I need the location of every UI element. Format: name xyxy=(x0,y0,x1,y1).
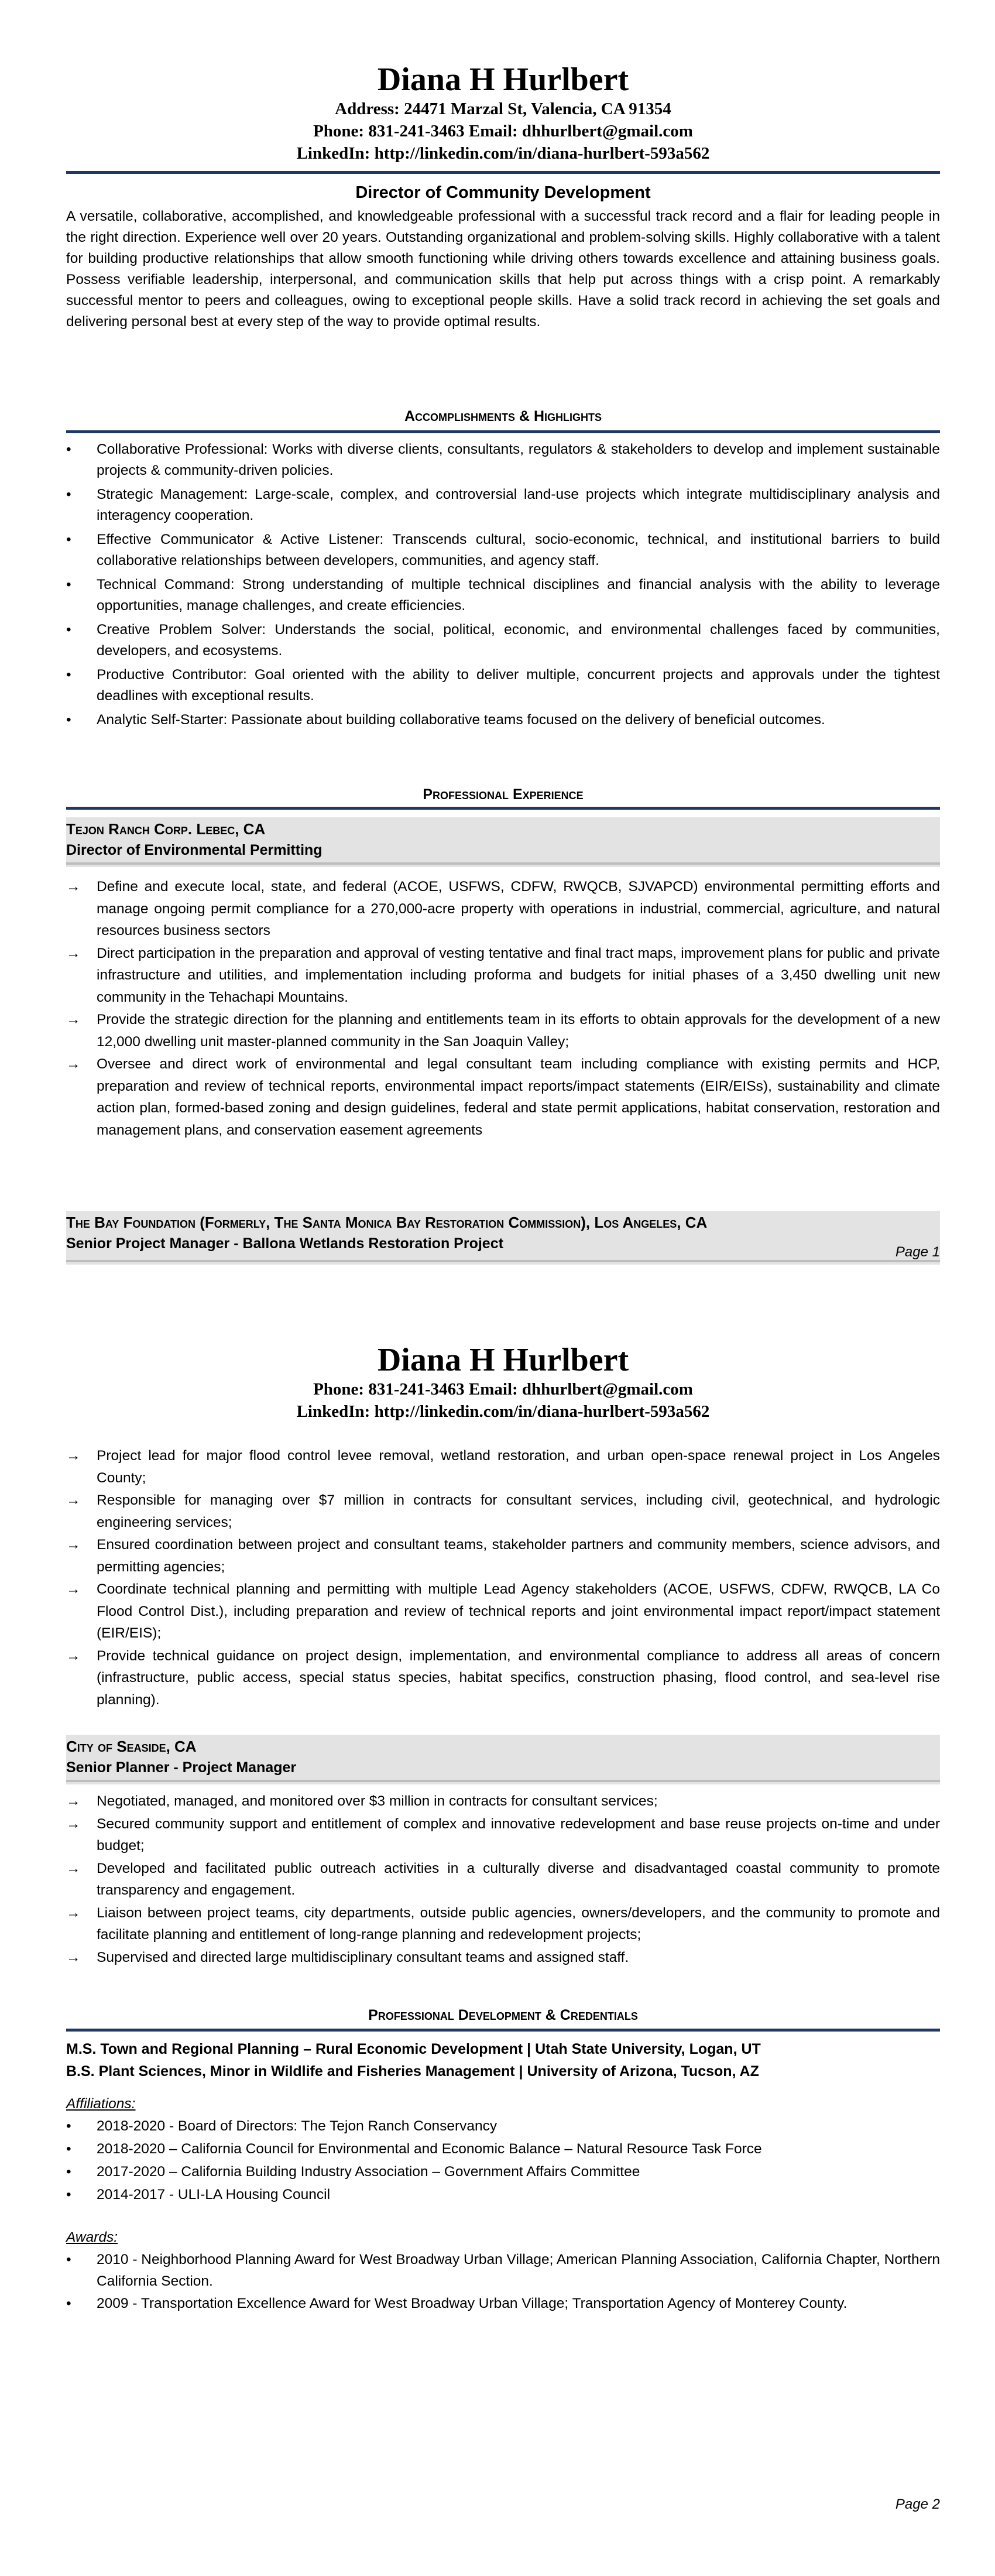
list-item: → Secured community support and entitlement of complex and innovative redevelopment and base reuse projects on-time and under budget; xyxy=(66,1813,940,1857)
page-number: Page 1 xyxy=(895,1244,940,1260)
experience-heading: Professional Experience xyxy=(423,786,584,803)
bullet-icon: • xyxy=(66,487,71,502)
awards-label: Awards: xyxy=(66,2229,118,2245)
arrow-icon: → xyxy=(66,1012,81,1027)
affiliations-list xyxy=(66,2115,940,2206)
bullet-icon: • xyxy=(66,667,71,683)
linkedin: LinkedIn: http://linkedin.com/in/diana-hurlbert-593a562 xyxy=(296,1402,710,1421)
list-item: → Developed and facilitated public outreach activities in a culturally diverse and disadvantaged coastal community to promote transparency and engagement. xyxy=(66,1858,940,1902)
company: City of Seaside, CA xyxy=(66,1738,197,1755)
arrow-icon: → xyxy=(66,1056,81,1072)
role: Senior Project Manager - Ballona Wetlands Restoration Project xyxy=(66,1235,503,1252)
job-header-bar xyxy=(66,1780,940,1782)
list-item: • 2014-2017 - ULI-LA Housing Council xyxy=(66,2184,940,2206)
affiliations-label: Affiliations: xyxy=(66,2096,136,2112)
list-item: → Oversee and direct work of environmental and legal consultant team including compliance with existing permits and HCP, preparation and review of technical reports, environmental impact reports/impact statements (EIR/EISs), sustainability and climate action plan, formed-based zoning and design guidelines, federal and state permit applications, habitat conservation, restoration and management plans, and conservation easement agreements xyxy=(66,1053,940,1141)
list-item: • 2010 - Neighborhood Planning Award for West Broadway Urban Village; American Planning Association, California Chapter, Northern California Section. xyxy=(66,2249,940,2292)
bullet-icon: • xyxy=(66,2296,71,2311)
list-item: • Effective Communicator & Active Listener: Transcends cultural, socio-economic, technical, and institutional barriers to build collaborative relationships between developers, communities, and agency staff. xyxy=(66,529,940,571)
company: Tejon Ranch Corp. Lebec, CA xyxy=(66,820,266,838)
list-item: • Technical Command: Strong understanding of multiple technical disciplines and financial analysis with the ability to leverage opportunities, manage challenges, and create efficiencies. xyxy=(66,574,940,616)
bullet-icon: • xyxy=(66,2187,71,2202)
job-header-bay-foundation xyxy=(66,1211,940,1265)
arrow-icon: → xyxy=(66,1537,81,1553)
bullet-icon: • xyxy=(66,441,71,457)
bullet-icon: • xyxy=(66,622,71,638)
job-header-bar xyxy=(66,1260,940,1262)
accomplishments-heading: Accomplishments & Highlights xyxy=(404,408,602,424)
degrees xyxy=(66,2038,940,2082)
linkedin: LinkedIn: http://linkedin.com/in/diana-hurlbert-593a562 xyxy=(296,144,710,163)
phone-email: Phone: 831-241-3463 Email: dhhurlbert@gmail.com xyxy=(313,1380,693,1399)
phone-email: Phone: 831-241-3463 Email: dhhurlbert@gmail.com xyxy=(313,122,693,141)
bullet-icon: • xyxy=(66,2118,71,2134)
arrow-icon: → xyxy=(66,1647,81,1664)
list-item: • 2009 - Transportation Excellence Award for West Broadway Urban Village; Transportation Agency of Monterey County. xyxy=(66,2293,940,2314)
page-number: Page 2 xyxy=(895,2496,940,2512)
list-item: → Direct participation in the preparation and approval of vesting tentative and final tract maps, improvement plans for public and private infrastructure and utilities, and implementation including proforma and budgets for initial phases of a 3,450 dwelling unit new community in the Tehachapi Mountains. xyxy=(66,943,940,1009)
candidate-name: Diana H Hurlbert xyxy=(377,1342,629,1378)
bullet-icon: • xyxy=(66,712,71,728)
section-divider xyxy=(66,807,940,810)
list-item: • 2018-2020 - Board of Directors: The Tejon Ranch Conservancy xyxy=(66,2115,940,2137)
bullet-icon: • xyxy=(66,577,71,592)
arrow-icon: → xyxy=(66,1492,81,1508)
job-title: Director of Community Development xyxy=(355,183,651,202)
resume-header xyxy=(66,61,940,165)
credentials-heading: Professional Development & Credentials xyxy=(368,2007,638,2023)
job-header-bar xyxy=(66,862,940,865)
job-header-seaside xyxy=(66,1735,940,1784)
arrow-icon: → xyxy=(66,945,81,961)
job-bullets-seaside xyxy=(66,1790,940,1969)
degree: B.S. Plant Sciences, Minor in Wildlife and Fisheries Management | University of Arizona, Tucson, AZ xyxy=(66,2063,759,2080)
list-item: → Project lead for major flood control levee removal, wetland restoration, and urban open-space renewal project in Los Angeles County; xyxy=(66,1445,940,1489)
list-item: → Provide the strategic direction for the planning and entitlements team in its efforts to obtain approvals for the development of a new 12,000 dwelling unit master-planned community in the San Joaquin Valley; xyxy=(66,1009,940,1053)
degree: M.S. Town and Regional Planning – Rural Economic Development | Utah State University, Logan, UT xyxy=(66,2041,761,2057)
list-item: • Strategic Management: Large-scale, complex, and controversial land-use projects which integrate multidisciplinary analysis and interagency cooperation. xyxy=(66,484,940,526)
role: Director of Environmental Permitting xyxy=(66,842,322,858)
bullet-icon: • xyxy=(66,2252,71,2267)
list-item: → Negotiated, managed, and monitored over $3 million in contracts for consultant services; xyxy=(66,1790,940,1813)
section-divider xyxy=(66,430,940,433)
list-item: → Provide technical guidance on project design, implementation, and environmental compliance to address all areas of concern (infrastructure, public access, special status species, habitat specifics, construction phasing, flood control, and sea-level rise planning). xyxy=(66,1645,940,1711)
list-item: • 2018-2020 – California Council for Environmental and Economic Balance – Natural Resource Task Force xyxy=(66,2138,940,2160)
awards-list xyxy=(66,2249,940,2314)
page-2 xyxy=(0,1288,995,2576)
job-bullets-tejon xyxy=(66,876,940,1142)
summary: A versatile, collaborative, accomplished, and knowledgeable professional with a successful track record and a flair for leading people in the right direction. Experience well over 20 years. Outstanding organizational and problem-solving skills. Highly collaborative with a talent for building productive relationships that allow smooth functioning while driving others towards excellence and attaining business goals. Possess verifiable leadership, interpersonal, and communication skills that help put across things with a crisp point. A remarkably successful mentor to peers and colleagues, owing to exceptional people skills. Have a solid track record in achieving the set goals and delivering personal best at every step of the way to provide optimal results. xyxy=(66,208,940,330)
arrow-icon: → xyxy=(66,1860,81,1876)
arrow-icon: → xyxy=(66,1815,81,1832)
address: Address: 24471 Marzal St, Valencia, CA 91354 xyxy=(335,100,671,118)
list-item: → Supervised and directed large multidisciplinary consultant teams and assigned staff. xyxy=(66,1947,940,1969)
arrow-icon: → xyxy=(66,1904,81,1921)
list-item: → Ensured coordination between project and consultant teams, stakeholder partners and community members, science advisors, and permitting agencies; xyxy=(66,1534,940,1578)
arrow-icon: → xyxy=(66,1581,81,1597)
header-divider xyxy=(66,171,940,174)
job-header-tejon xyxy=(66,817,940,867)
job-bullets-bay-foundation xyxy=(66,1445,940,1711)
list-item: → Responsible for managing over $7 million in contracts for consultant services, including civil, geotechnical, and hydrologic engineering services; xyxy=(66,1489,940,1533)
arrow-icon: → xyxy=(66,879,81,895)
company: The Bay Foundation (Formerly, The Santa Monica Bay Restoration Commission), Los Angeles, CA xyxy=(66,1214,708,1231)
resume-header xyxy=(66,1342,940,1423)
list-item: → Liaison between project teams, city departments, outside public agencies, owners/developers, and the community to promote and facilitate planning and entitlement of long-range planning and redevelopment projects; xyxy=(66,1902,940,1946)
role: Senior Planner - Project Manager xyxy=(66,1759,297,1776)
list-item: • Creative Problem Solver: Understands the social, political, economic, and environmental challenges faced by communities, developers, and ecosystems. xyxy=(66,619,940,662)
list-item: → Coordinate technical planning and permitting with multiple Lead Agency stakeholders (ACOE, USFWS, CDFW, RWQCB, LA Co Flood Control Dist.), including preparation and review of technical reports and joint environmental impact report/impact statement (EIR/EIS); xyxy=(66,1578,940,1645)
awards xyxy=(66,2226,940,2315)
list-item: • 2017-2020 – California Building Industry Association – Government Affairs Committee xyxy=(66,2161,940,2183)
affiliations xyxy=(66,2093,940,2207)
list-item: → Define and execute local, state, and federal (ACOE, USFWS, CDFW, RWQCB, SJVAPCD) environmental permitting efforts and manage ongoing permit compliance for a 270,000-acre property with operations in industrial, commercial, agriculture, and natural resources business sectors xyxy=(66,876,940,942)
arrow-icon: → xyxy=(66,1448,81,1464)
arrow-icon: → xyxy=(66,1949,81,1965)
bullet-icon: • xyxy=(66,2141,71,2157)
list-item: • Productive Contributor: Goal oriented with the ability to deliver multiple, concurrent projects and approvals under the tightest deadlines with exceptional results. xyxy=(66,664,940,707)
list-item: • Analytic Self-Starter: Passionate about building collaborative teams focused on the delivery of beneficial outcomes. xyxy=(66,710,940,731)
accomplishments-list xyxy=(66,439,940,734)
list-item: • Collaborative Professional: Works with diverse clients, consultants, regulators & stakeholders to develop and implement sustainable projects & community-driven policies. xyxy=(66,439,940,481)
bullet-icon: • xyxy=(66,2164,71,2180)
arrow-icon: → xyxy=(66,1793,81,1809)
bullet-icon: • xyxy=(66,532,71,547)
section-divider xyxy=(66,2029,940,2032)
candidate-name: Diana H Hurlbert xyxy=(377,61,629,98)
